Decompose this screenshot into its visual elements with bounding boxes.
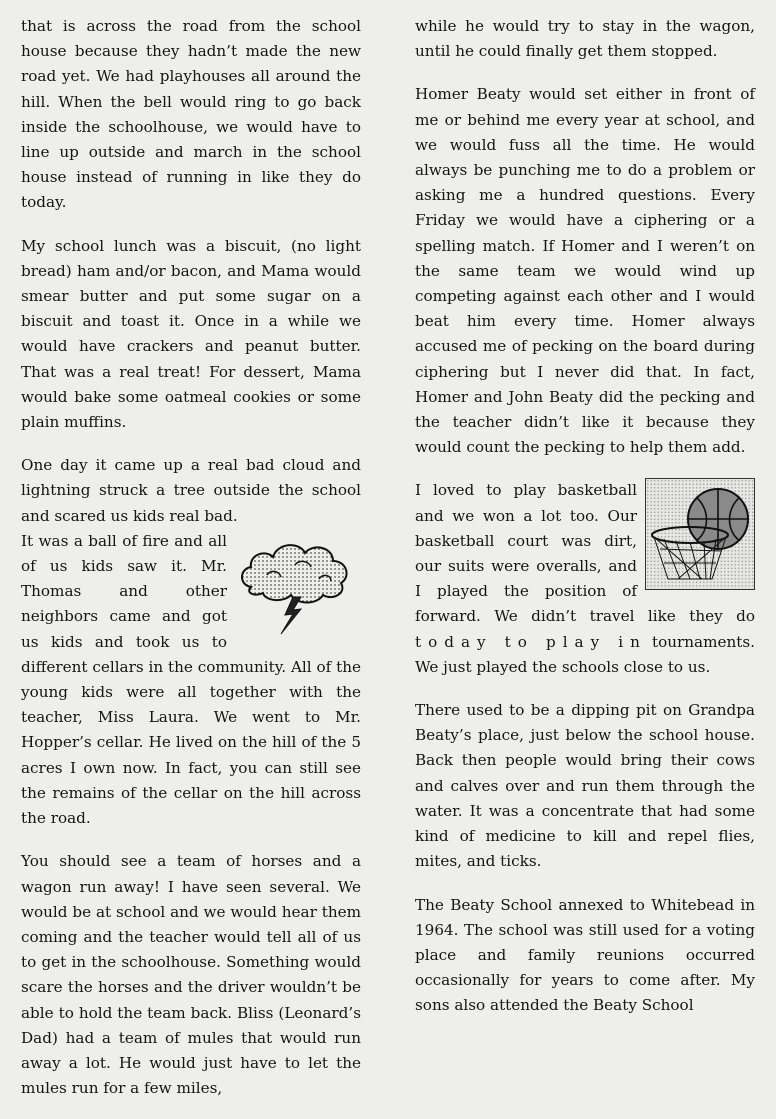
basketball-text-spread: today to play in — [415, 632, 647, 651]
right-column — [415, 14, 755, 1037]
paragraph-basketball — [415, 478, 755, 680]
paragraph-runaway-horses: You should see a team of horses and a wagon run away! I have seen several. We would be at school and we would hear them coming and the teacher would tell all of us to get in the schoolhouse. Something would scare the horses and the driver wouldn’t be able to hold the team back. Bliss (Leonard’s Dad) had a team of mules that would run away a lot. He would just have to let the mules run for a few miles, — [21, 852, 361, 1098]
paragraph-bad-cloud: One day it came up a real bad cloud and lightning struck a tree outside the school and scared us kids real bad. — [21, 456, 361, 525]
paragraph-annexed: The Beaty School annexed to Whitebead in 1964. The school was still used for a voting place and family reunions occurred occasionally for years to come after. My sons also attended the Beaty School — [415, 895, 755, 1015]
paragraph-school-lunch: My school lunch was a biscuit, (no light bread) ham and/or bacon, and Mama would smear butter and put some sugar on a biscuit and toast it. Once in a while we would have crackers and peanut butter. That was a real treat! For dessert, Mama would bake some oatmeal cookies or some plain muffins. — [21, 236, 361, 432]
paragraph-homer-beaty: Homer Beaty would set either in front of me or behind me every year at school, and we would fuss all the time. He would always be punching me to do a problem or asking me a hundred questions. Every Friday we would have a ciphering or a spelling match. If Homer and I weren’t on the same team we would wind up competing against each other and I would beat him every time. Homer always accused me of pecking on the board during ciphering but I never did that. In fact, Homer and John Beaty did the pecking and the teacher didn’t like it because they would count the pecking to help them add. — [415, 85, 755, 457]
paragraph-dipping-pit: There used to be a dipping pit on Grandpa Beaty’s place, just below the school house. Back then people would bring their cows and calves over and run them through the water. It was a concentrate that had some kind of medicine to kill and repel flies, mites, and ticks. — [415, 701, 755, 871]
basketball-hoop-icon — [645, 478, 755, 590]
paragraph-ball-of-fire: It was a ball of fire and all of us kids saw it. Mr. Thomas and other neighbors came and got us kids and took us to different cellars in the community. All of the young kids were all together with the teacher, Miss Laura. We went to Mr. Hopper’s cellar. He lived on the hill of the 5 acres I own now. In fact, you can still see the remains of the cellar on the hill across the road. — [21, 531, 361, 828]
basketball-text-end: tournaments. We just played the schools close to us. — [415, 632, 756, 676]
left-column — [21, 14, 361, 1119]
basketball-text: I loved to play basketball and we won a lot too. Our basketball court was dirt, our suits were overalls, and I played the position of forward. We didn’t travel like they do — [415, 481, 755, 626]
storm-section — [21, 529, 361, 831]
paragraph-playhouses: that is across the road from the school house because they hadn’t made the new road yet. We had playhouses all around the hill. When the bell would ring to go back inside the schoolhouse, we would have to line up outside and march in the school house instead of running in like they do today. — [21, 17, 361, 212]
storm-cloud-lightning-icon — [237, 535, 355, 635]
paragraph-wagon: while he would try to stay in the wagon, until he could finally get them stopped. — [415, 17, 755, 61]
